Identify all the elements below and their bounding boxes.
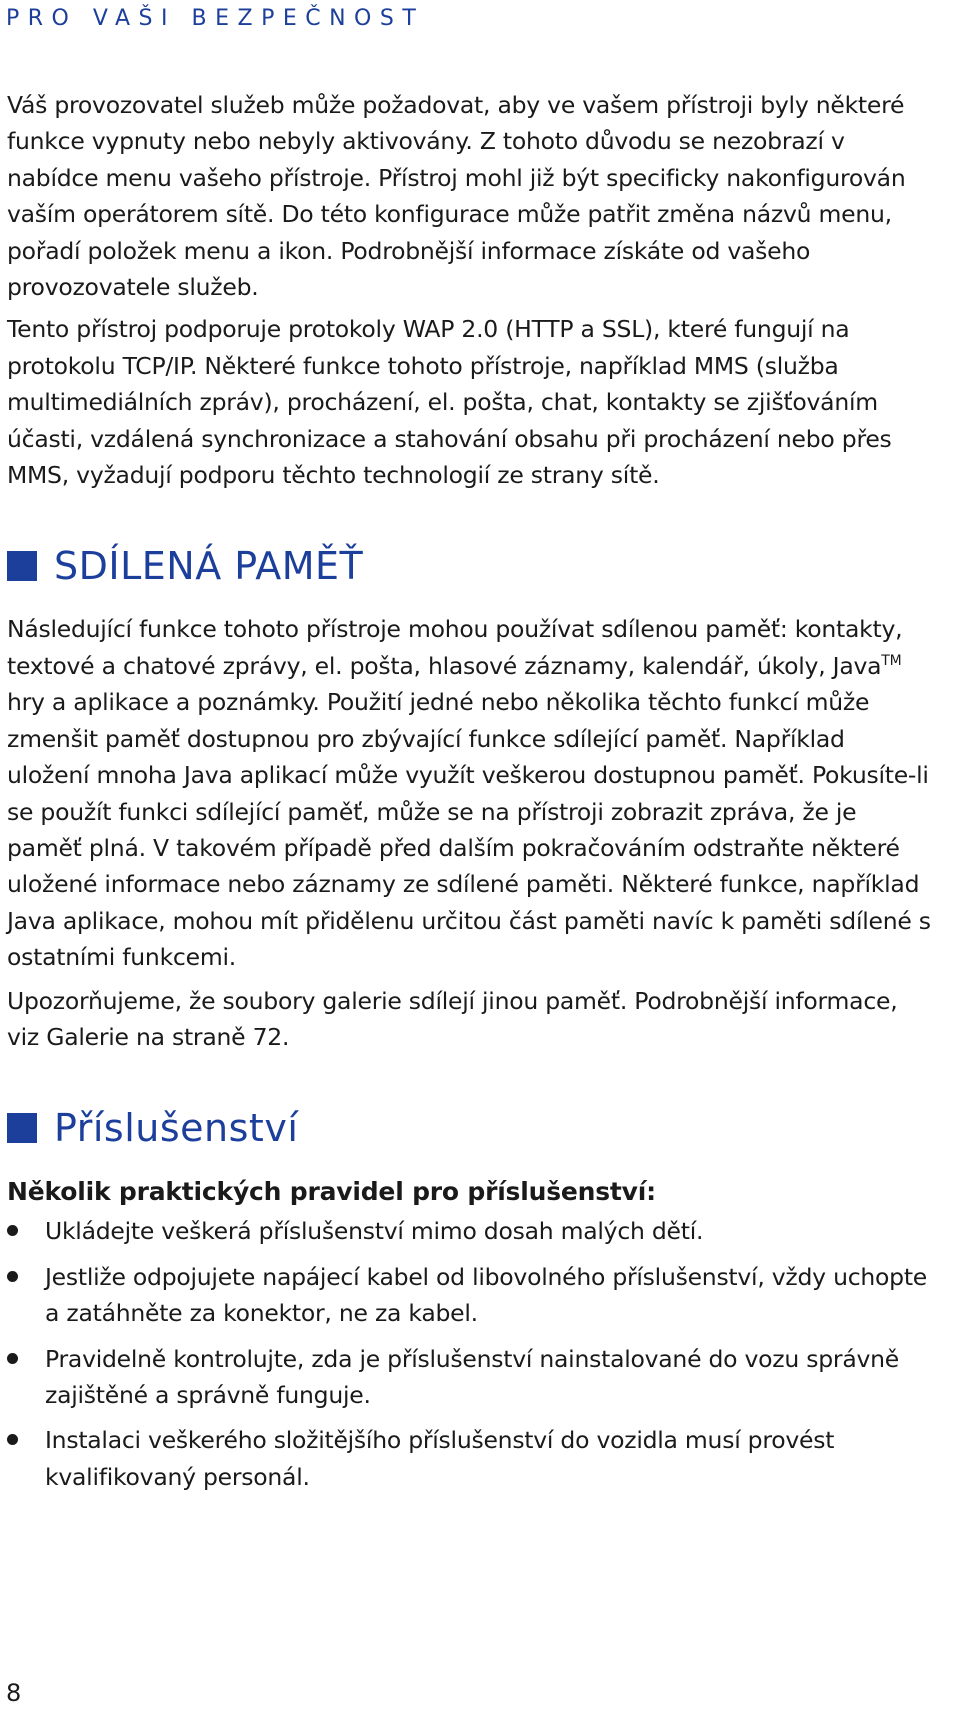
accessories-bullet-list xyxy=(7,1213,932,1495)
section-square-icon xyxy=(7,1113,37,1143)
intro-paragraph-2: Tento přístroj podporuje protokoly WAP 2.0 (HTTP a SSL), které fungují na protokolu TCP/IP. Některé funkce tohoto přístroje, například MMS (služba multimediálních zpráv), procházení, el. pošta, chat, kontakty se zjišťováním účasti, vzdálená synchronizace a stahování obsahu při procházení nebo přes MMS, vyžadují podporu těchto technologií ze strany sítě. xyxy=(7,315,892,490)
list-item xyxy=(7,1259,932,1332)
list-item-text: Jestliže odpojujete napájecí kabel od libovolného příslušenství, vždy uchopte a zatáhněte za konektor, ne za kabel. xyxy=(45,1262,927,1328)
shared-memory-paragraph-2: Upozorňujeme, že soubory galerie sdílejí jinou paměť. Podrobnější informace, viz Galerie na straně 72. xyxy=(7,986,898,1051)
intro-paragraph-1: Váš provozovatel služeb může požadovat, aby ve vašem přístroji byly některé funkce vypnuty nebo nebyly aktivovány. Z tohoto důvodu se nezobrazí v nabídce menu vašeho přístroje. Přístroj mohl již být specificky nakonfigurován vaším operátorem sítě. Do této konfigurace může patřit změna názvů menu, pořadí položek menu a ikon. Podrobnější informace získáte od vašeho provozovatele služeb. xyxy=(7,91,906,302)
running-head: PRO VAŠI BEZPEČNOST xyxy=(6,6,425,31)
list-item xyxy=(7,1422,932,1495)
section-square-icon xyxy=(7,551,37,581)
list-item-text: Pravidelně kontrolujte, zda je příslušenství nainstalované do vozu správně zajištěné a správně funguje. xyxy=(45,1344,899,1409)
page-content xyxy=(7,87,932,1504)
accessories-subheading: Několik praktických pravidel pro příslušenství: xyxy=(7,1177,656,1207)
shared-memory-paragraph-1-part-2: hry a aplikace a poznámky. Použití jedné nebo několika těchto funkcí může zmenšit paměť dostupnou pro zbývající funkce sdílející paměť. Například uložení mnoha Java aplikací může využít veškerou dostupnou paměť. Pokusíte-li se použít funkci sdílející paměť, může se na přístroji zobrazit zpráva, že je paměť plná. V takovém případě před dalším pokračováním odstraňte některé uložené informace nebo záznamy ze sdílené paměti. Některé funkce, například Java aplikace, mohou mít přidělenu určitou část paměti navíc k paměti sdílené s ostatními funkcemi. xyxy=(7,688,931,972)
list-item xyxy=(7,1213,932,1249)
list-item-text: Ukládejte veškerá příslušenství mimo dosah malých dětí. xyxy=(45,1217,704,1246)
bullet-dot-icon xyxy=(7,1434,18,1445)
list-item xyxy=(7,1341,932,1414)
trademark-mark: TM xyxy=(881,652,902,669)
list-item-text: Instalaci veškerého složitějšího příslušenství do vozidla musí provést kvalifikovaný personál. xyxy=(45,1426,835,1491)
shared-memory-paragraph-1 xyxy=(7,611,932,975)
bullet-dot-icon xyxy=(7,1271,18,1282)
section-heading-text: SDÍLENÁ PAMĚŤ xyxy=(54,544,364,589)
page-number: 8 xyxy=(6,1679,22,1707)
shared-memory-paragraph-1-part-1: Následující funkce tohoto přístroje mohou používat sdílenou paměť: kontakty, textové a chatové zprávy, el. pošta, hlasové záznamy, kalendář, úkoly, Java xyxy=(7,615,903,680)
section-heading-text: Příslušenství xyxy=(54,1106,299,1151)
section-heading-shared-memory xyxy=(7,543,932,589)
bullet-dot-icon xyxy=(7,1353,18,1364)
bullet-dot-icon xyxy=(7,1225,18,1236)
section-heading-accessories xyxy=(7,1105,932,1151)
